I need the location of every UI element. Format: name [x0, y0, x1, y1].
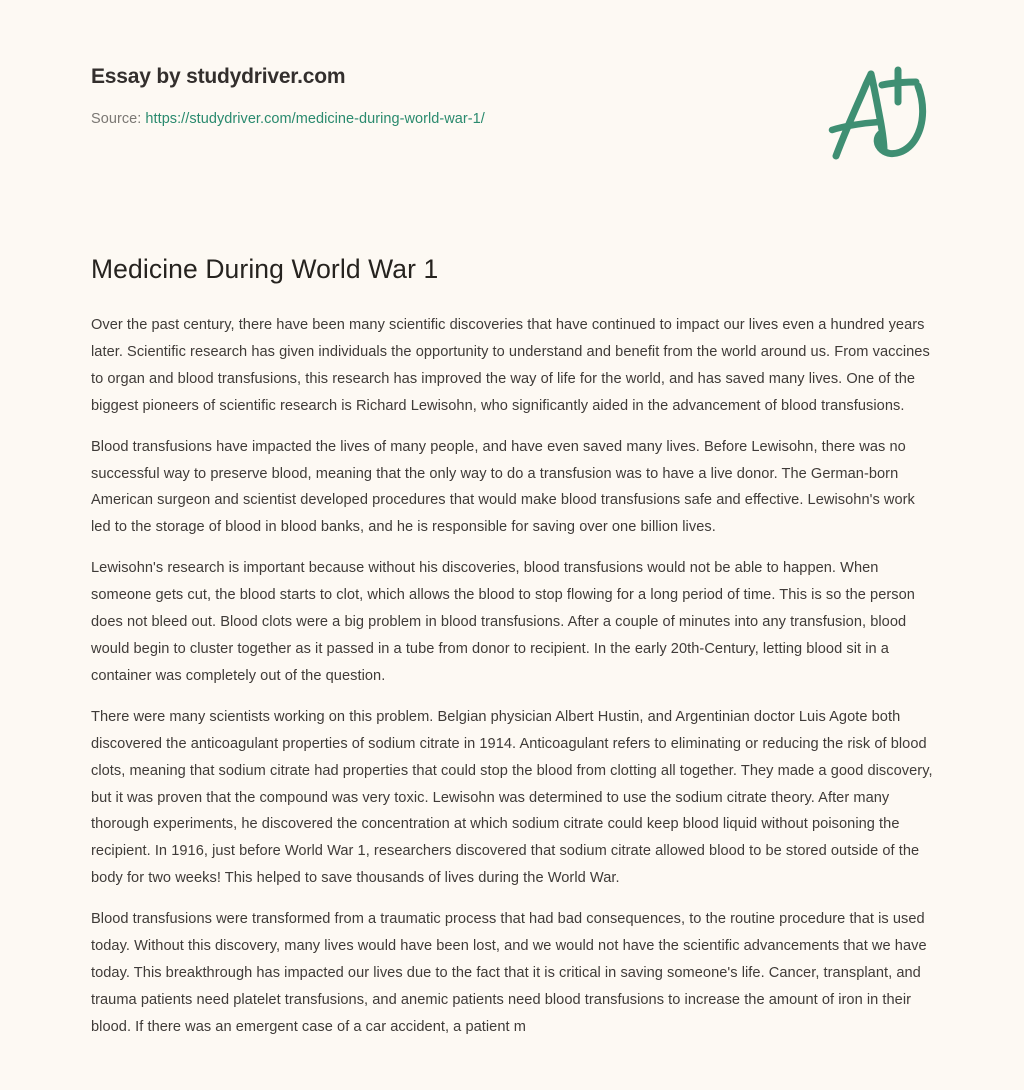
essay-body: [91, 312, 934, 1041]
page-title: Medicine During World War 1: [91, 254, 439, 284]
paragraph: There were many scientists working on this problem. Belgian physician Albert Hustin, and Argentinian doctor Luis Agote both discovered the anticoagulant properties of sodium citrate in 1914. Anticoagulant refers to eliminating or reducing the risk of blood clots, meaning that sodium citrate had properties that could stop the blood from clotting all together. They made a good discovery, but it was proven that the compound was very toxic. Lewisohn was determined to use the sodium citrate theory. After many thorough experiments, he discovered the concentration at which sodium citrate could keep blood liquid without poisoning the recipient. In 1916, just before World War 1, researchers discovered that sodium citrate allowed blood to be stored outside of the body for two weeks! This helped to save thousands of lives during the World War.: [91, 708, 933, 887]
paragraph: Blood transfusions were transformed from a traumatic process that had bad consequences, to the routine procedure that is used today. Without this discovery, many lives would have been lost, and we would not have the scientific advancements that we have today. This breakthrough has impacted our lives due to the fact that it is critical in saving someone's life. Cancer, transplant, and trauma patients need platelet transfusions, and anemic patients need blood transfusions to increase the amount of iron in their blood. If there was an emergent case of a car accident, a patient m: [91, 911, 927, 1035]
paragraph: Lewisohn's research is important because without his discoveries, blood transfusions would not be able to happen. When someone gets cut, the blood starts to clot, which allows the blood to stop flowing for a long period of time. This is so the person does not bleed out. Blood clots were a big problem in blood transfusions. After a couple of minutes into any transfusion, blood would begin to cluster together as it passed in a tube from donor to recipient. In the early 20th-Century, letting blood sit in a container was completely out of the question.: [91, 560, 915, 684]
essay-byline: Essay by studydriver.com: [91, 65, 346, 88]
source-label: Source:: [91, 111, 142, 127]
paragraph: Over the past century, there have been many scientific discoveries that have continued to impact our lives even a hundred years later. Scientific research has given individuals the opportunity to understand and benefit from the world around us. From vaccines to organ and blood transfusions, this research has improved the way of life for the world, and has saved many lives. One of the biggest pioneers of scientific research is Richard Lewisohn, who significantly aided in the advancement of blood transfusions.: [91, 317, 930, 414]
a-plus-logo[interactable]: [806, 52, 936, 176]
paragraph: Blood transfusions have impacted the lives of many people, and have even saved many lives. Before Lewisohn, there was no successful way to preserve blood, meaning that the only way to do a transfusion was to have a live donor. The German-born American surgeon and scientist developed procedures that would make blood transfusions safe and effective. Lewisohn's work led to the storage of blood in blood banks, and he is responsible for saving over one billion lives.: [91, 438, 915, 536]
source-url-link[interactable]: https://studydriver.com/medicine-during-world-war-1/: [145, 111, 485, 127]
